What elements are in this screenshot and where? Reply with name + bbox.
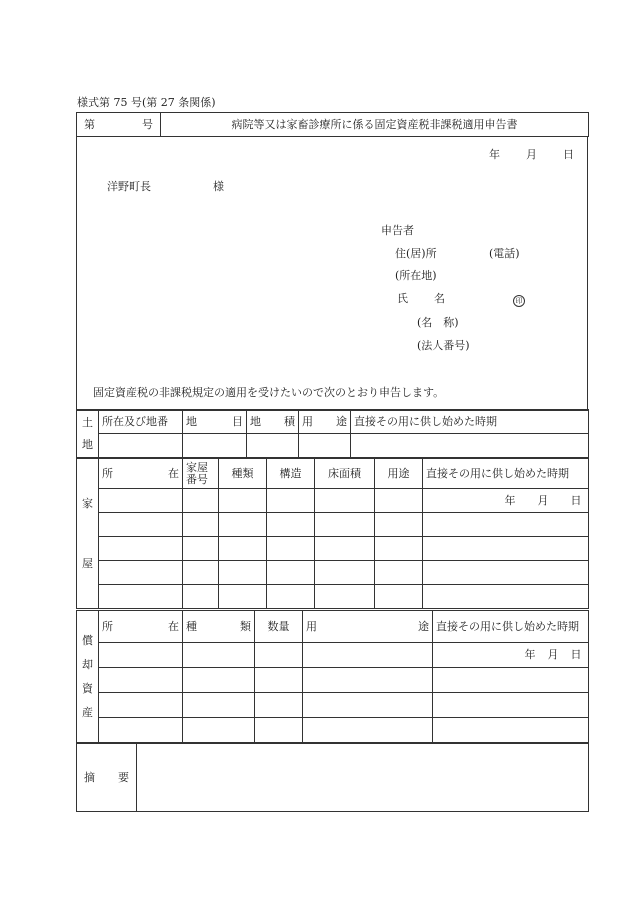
asset-quantity-header: 数量 [255, 611, 303, 643]
house-floor-area-cell[interactable] [315, 585, 375, 609]
house-number-cell[interactable] [183, 561, 219, 585]
asset-start-date-cell[interactable]: 年 月 日 [433, 643, 589, 668]
house-structure-cell[interactable] [267, 585, 315, 609]
house-type-cell[interactable] [219, 489, 267, 513]
house-use-cell[interactable] [375, 489, 423, 513]
land-start-cell[interactable] [351, 434, 589, 458]
house-floor-area-header: 床面積 [315, 459, 375, 489]
addressee-honorific: 様 [213, 180, 224, 193]
house-location-cell[interactable] [99, 561, 183, 585]
asset-quantity-cell[interactable] [255, 693, 303, 718]
corporate-number-label[interactable]: (法人番号) [417, 339, 470, 352]
house-location-cell[interactable] [99, 513, 183, 537]
house-type-cell[interactable] [219, 561, 267, 585]
land-location-header: 所在及び地番 [99, 410, 183, 434]
application-body [76, 136, 588, 411]
name-label-shi: 氏 [397, 292, 408, 305]
asset-use-cell[interactable] [303, 693, 433, 718]
asset-use-cell[interactable] [303, 668, 433, 693]
remarks-label: 摘 要 [77, 744, 137, 812]
asset-table [76, 610, 589, 743]
asset-type-cell[interactable] [183, 643, 255, 668]
house-structure-header: 構造 [267, 459, 315, 489]
land-area-header: 地 積 [247, 410, 299, 434]
house-section-label: 家 屋 [77, 459, 99, 609]
house-floor-area-cell[interactable] [315, 561, 375, 585]
asset-use-cell[interactable] [303, 643, 433, 668]
phone-label[interactable]: (電話) [489, 247, 520, 260]
asset-type-cell[interactable] [183, 693, 255, 718]
asset-location-cell[interactable] [99, 643, 183, 668]
house-floor-area-cell[interactable] [315, 489, 375, 513]
house-type-header: 種類 [219, 459, 267, 489]
house-structure-cell[interactable] [267, 561, 315, 585]
day-label: 日 [563, 148, 574, 161]
house-number-cell[interactable] [183, 537, 219, 561]
asset-start-cell[interactable] [433, 668, 589, 693]
asset-section-label: 償 却 資 産 [77, 611, 99, 743]
seal-mark: 印 [513, 293, 525, 307]
asset-location-cell[interactable] [99, 693, 183, 718]
asset-location-header: 所 在 [99, 611, 183, 643]
house-location-cell[interactable] [99, 537, 183, 561]
house-start-cell[interactable] [423, 561, 589, 585]
asset-type-header: 種 類 [183, 611, 255, 643]
house-structure-cell[interactable] [267, 513, 315, 537]
house-use-cell[interactable] [375, 585, 423, 609]
house-use-cell[interactable] [375, 537, 423, 561]
asset-start-header: 直接その用に供し始めた時期 [433, 611, 589, 643]
land-location-cell[interactable] [99, 434, 183, 458]
addressee-name: 洋野町長 [107, 180, 151, 193]
house-number-cell[interactable] [183, 489, 219, 513]
house-number-header: 家屋番号 [183, 459, 219, 489]
company-name-label[interactable]: (名 称) [417, 316, 459, 329]
month-label: 月 [526, 148, 537, 161]
document-number-cell[interactable] [77, 113, 161, 137]
house-location-header: 所 在 [99, 459, 183, 489]
house-type-cell[interactable] [219, 513, 267, 537]
land-area-cell[interactable] [247, 434, 299, 458]
house-start-cell[interactable] [423, 585, 589, 609]
header-table [76, 112, 589, 137]
form-number: 様式第 75 号(第 27 条関係) [77, 96, 216, 109]
house-use-header: 用途 [375, 459, 423, 489]
land-start-header: 直接その用に供し始めた時期 [351, 410, 589, 434]
no-label: 第 [84, 117, 95, 131]
land-section-label: 土 地 [77, 410, 99, 458]
house-structure-cell[interactable] [267, 537, 315, 561]
land-use-header: 用 途 [299, 410, 351, 434]
asset-location-cell[interactable] [99, 668, 183, 693]
house-use-cell[interactable] [375, 513, 423, 537]
house-number-cell[interactable] [183, 585, 219, 609]
house-type-cell[interactable] [219, 585, 267, 609]
land-chimoku-header: 地 目 [183, 410, 247, 434]
house-structure-cell[interactable] [267, 489, 315, 513]
house-table [76, 458, 589, 609]
house-start-cell[interactable] [423, 513, 589, 537]
house-type-cell[interactable] [219, 537, 267, 561]
house-start-cell[interactable] [423, 537, 589, 561]
house-location-cell[interactable] [99, 585, 183, 609]
location-label[interactable]: (所在地) [395, 269, 437, 282]
remarks-table [76, 743, 589, 812]
date-line[interactable] [489, 148, 574, 162]
remarks-field[interactable] [137, 744, 589, 812]
asset-quantity-cell[interactable] [255, 643, 303, 668]
statement-text: 固定資産税の非課税規定の適用を受けたいので次のとおり申告します。 [93, 386, 445, 399]
house-use-cell[interactable] [375, 561, 423, 585]
asset-quantity-cell[interactable] [255, 668, 303, 693]
land-table [76, 409, 589, 458]
asset-location-cell[interactable] [99, 718, 183, 743]
year-label: 年 [489, 148, 500, 161]
house-floor-area-cell[interactable] [315, 513, 375, 537]
land-use-cell[interactable] [299, 434, 351, 458]
go-label: 号 [142, 117, 153, 131]
house-number-cell[interactable] [183, 513, 219, 537]
address-label[interactable]: 住(居)所 [395, 247, 437, 260]
asset-start-cell[interactable] [433, 693, 589, 718]
asset-type-cell[interactable] [183, 668, 255, 693]
name-label-mei[interactable]: 名 [434, 292, 445, 305]
form-title: 病院等又は家畜診療所に係る固定資産税非課税適用申告書 [161, 113, 589, 137]
house-floor-area-cell[interactable] [315, 537, 375, 561]
applicant-label: 申告者 [381, 224, 414, 237]
asset-use-header: 用 途 [303, 611, 433, 643]
asset-start-cell[interactable] [433, 718, 589, 743]
house-start-header: 直接その用に供し始めた時期 [423, 459, 589, 489]
house-start-date-cell[interactable]: 年 月 日 [423, 489, 589, 513]
asset-type-cell[interactable] [183, 718, 255, 743]
asset-use-cell[interactable] [303, 718, 433, 743]
asset-quantity-cell[interactable] [255, 718, 303, 743]
land-chimoku-cell[interactable] [183, 434, 247, 458]
house-location-cell[interactable] [99, 489, 183, 513]
